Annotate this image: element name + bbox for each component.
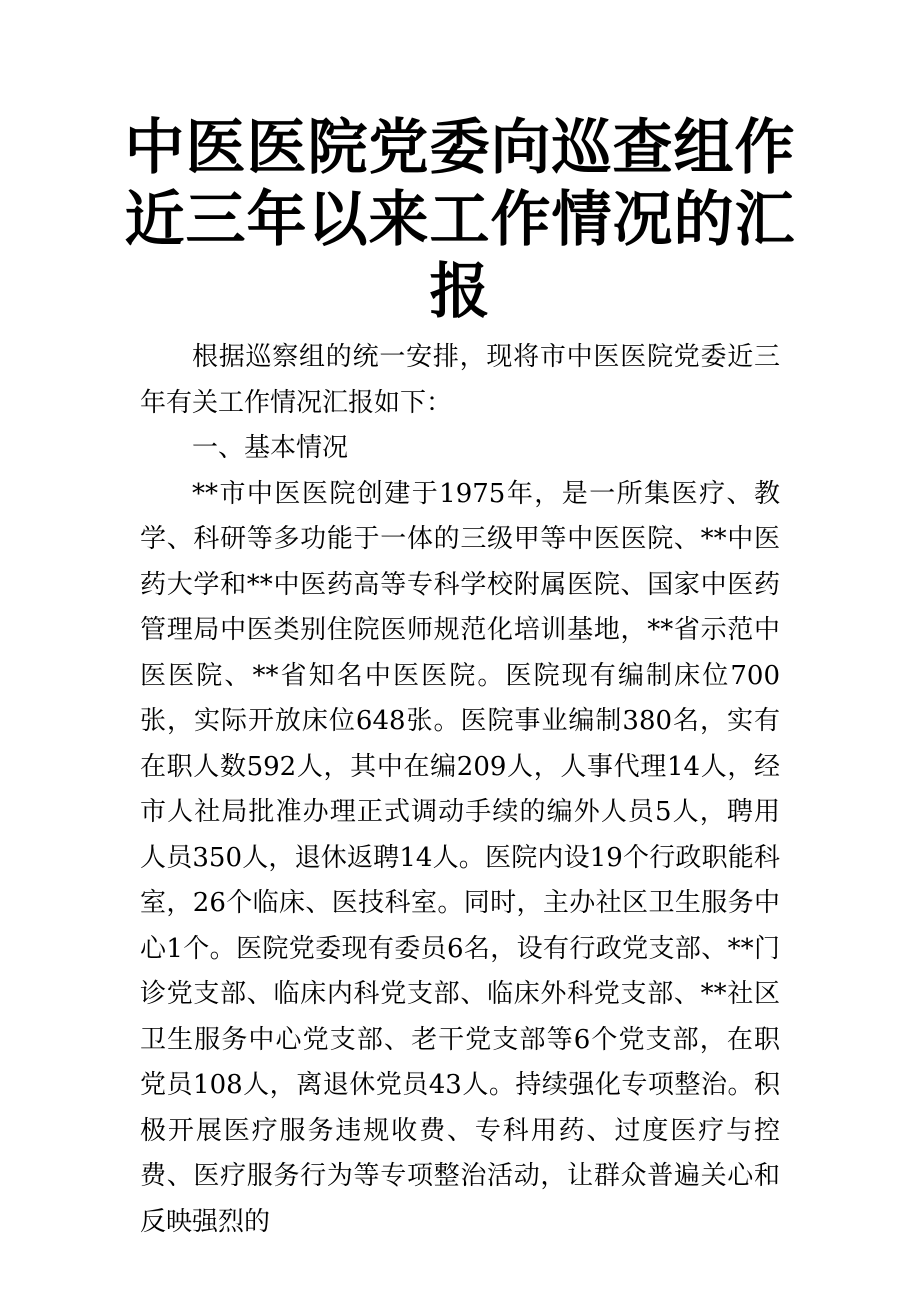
title-line-3: 报 (429, 257, 491, 327)
basic-situation-paragraph: **市中医医院创建于1975年，是一所集医疗、教学、科研等多功能于一体的三级甲等中医医院、**中医药大学和**中医药高等专科学校附属医院、国家中医药管理局中医类别住院医师规范化培训基地，**省示范中医医院、**省知名中医医院。医院现有编制床位700张，实际开放床位648张。医院事业编制380名，实有在职人数592人，其中在编209人，人事代理14人，经市人社局批准办理正式调动手续的编外人员5人，聘用人员350人，退休返聘14人。医院内设19个行政职能科室，26个临床、医技科室。同时，主办社区卫生服务中心1个。医院党委现有委员6名，设有行政党支部、**门诊党支部、临床内科党支部、临床外科党支部、**社区卫生服务中心党支部、老干党支部等6个党支部，在职党员108人，离退休党员43人。持续强化专项整治。积极开展医疗服务违规收费、专科用药、过度医疗与控费、医疗服务行为等专项整治活动，让群众普遍关心和反映强烈的 (140, 478, 780, 1237)
section-heading-basic-situation: 一、基本情况 (192, 433, 349, 463)
intro-paragraph: 根据巡察组的统一安排，现将市中医医院党委近三年有关工作情况汇报如下： (140, 342, 780, 418)
title-line-1: 中医医院党委向巡查组作 (124, 113, 796, 183)
document-title (100, 112, 820, 328)
title-line-2: 近三年以来工作情况的汇 (124, 185, 796, 255)
document-body (140, 335, 780, 1245)
